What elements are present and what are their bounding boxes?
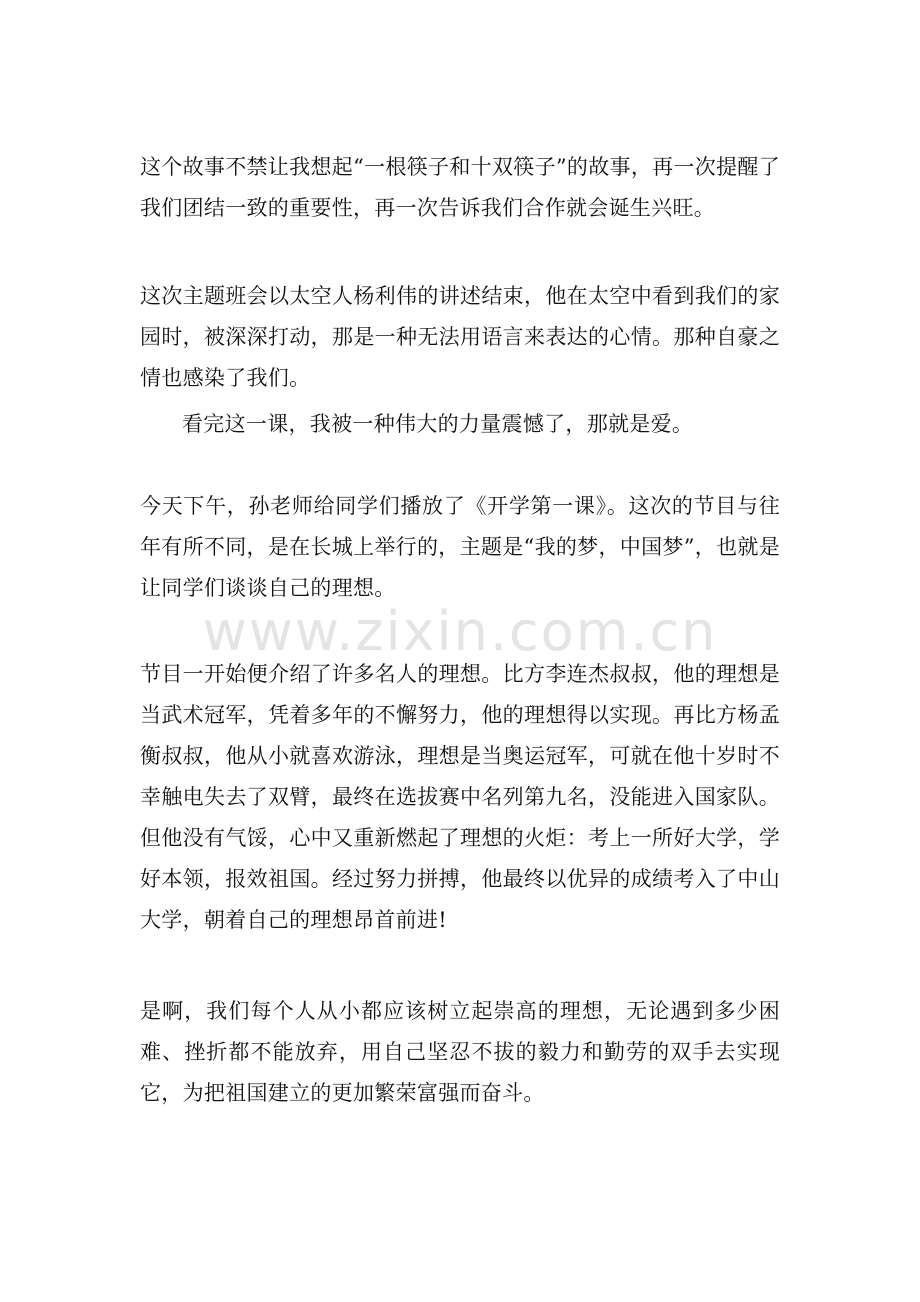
paragraph-chopsticks-story: 这个故事不禁让我想起“一根筷子和十双筷子”的故事，再一次提醒了我们团结一致的重要性，再一次告诉我们合作就会诞生兴旺。 [140, 155, 780, 220]
paragraph-yang-liwei: 这次主题班会以太空人杨利伟的讲述结束，他在太空中看到我们的家园时，被深深打动，那是一种无法用语言来表达的心情。那种自豪之情也感染了我们。 [140, 284, 780, 390]
paragraph-conclusion: 是啊，我们每个人从小都应该树立起崇高的理想，无论遇到多少困难、挫折都不能放弃，用自己坚忍不拔的毅力和勤劳的双手去实现它，为把祖国建立的更加繁荣富强而奋斗。 [140, 999, 780, 1105]
paragraph-celebrity-dreams: 节目一开始便介绍了许多名人的理想。比方李连杰叔叔，他的理想是当武术冠军，凭着多年的不懈努力，他的理想得以实现。再比方杨孟衡叔叔，他从小就喜欢游泳，理想是当奥运冠军，可就在他十岁时不幸触电失去了双臂，最终在选拔赛中名列第九名，没能进入国家队。但他没有气馁，心中又重新燃起了理想的火炬：考上一所好大学，学好本领，报效祖国。经过努力拼搏，他最终以优异的成绩考入了中山大学，朝着自己的理想昂首前进! [140, 662, 780, 932]
paragraph-love: 看完这一课，我被一种伟大的力量震憾了，那就是爱。 [182, 412, 694, 436]
watermark-text: www.zixin.com.cn [202, 600, 718, 663]
paragraph-first-lesson: 今天下午，孙老师给同学们播放了《开学第一课》。这次的节目与往年有所不同，是在长城上举行的，主题是“我的梦，中国梦”，也就是让同学们谈谈自己的理想。 [140, 494, 780, 600]
